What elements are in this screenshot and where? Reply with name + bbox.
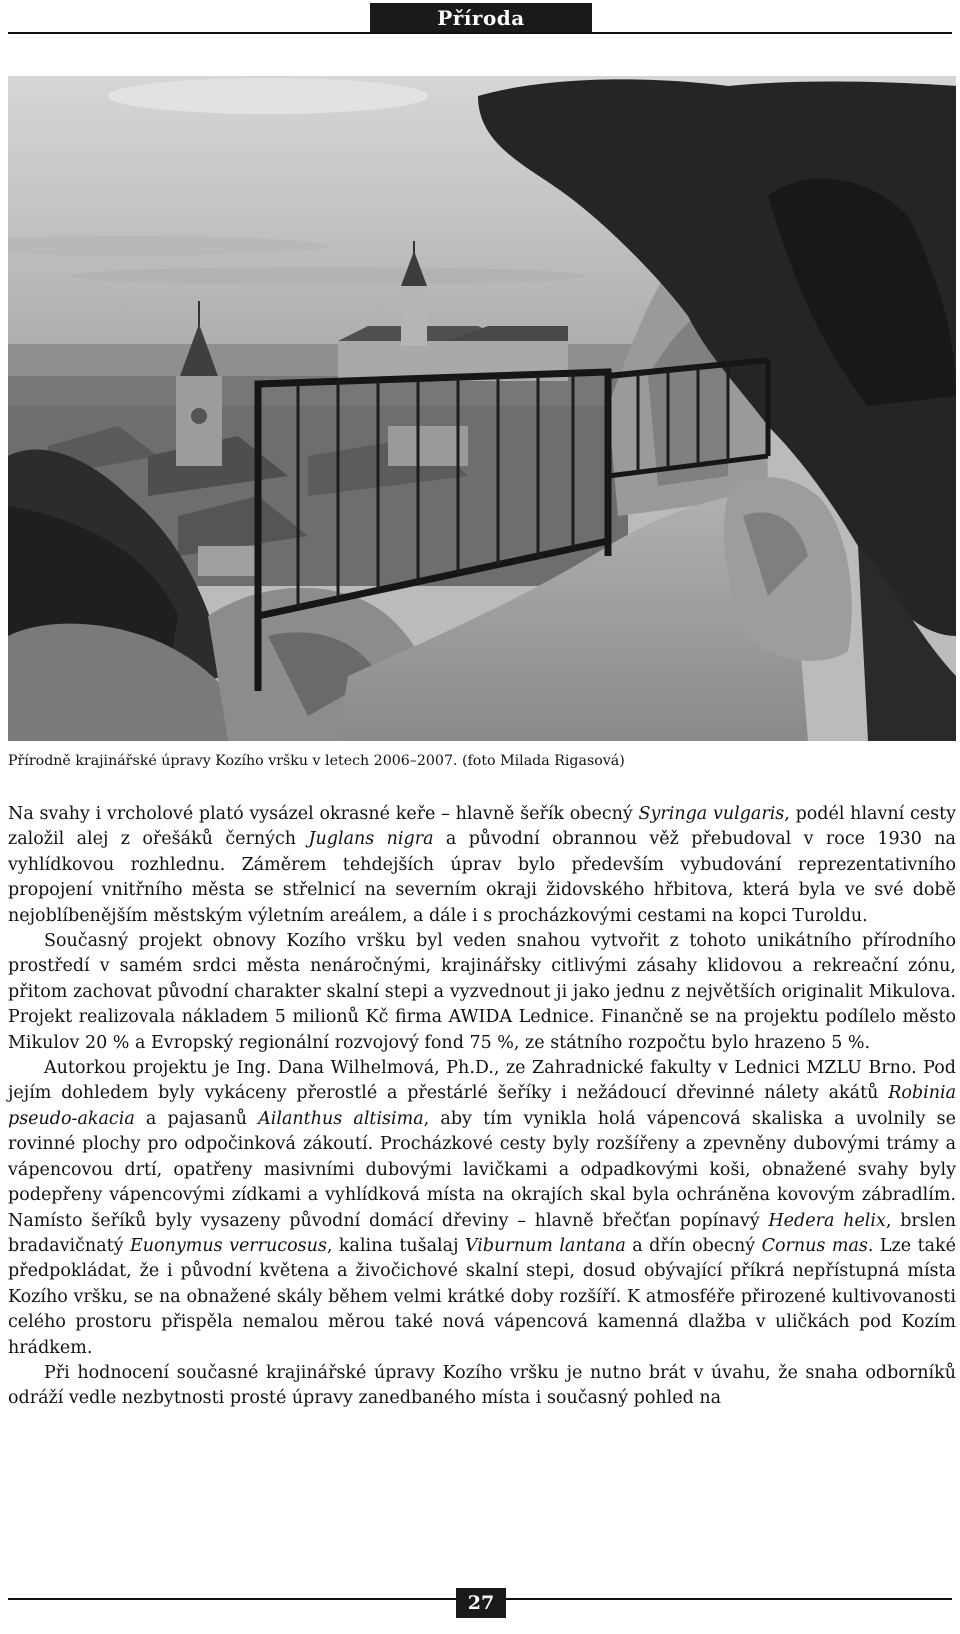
text-run: Na svahy i vrcholové plató vysázel okrasné keře – hlavně šeřík obecný	[8, 804, 639, 824]
text-run: a dřín obecný	[625, 1235, 762, 1256]
text-run: , kalina tušalaj	[326, 1235, 465, 1256]
latin-name: Hedera helix	[768, 1210, 886, 1231]
article-paragraph	[8, 1056, 956, 1361]
text-run: Autorkou projektu je Ing. Dana Wilhelmová, Ph.D., ze Zahradnické fakulty v Lednici MZLU Brno. Pod jejím dohledem byly vykáceny přerostlé a přestárlé šeříky i nežádoucí dřevinné nálety akátů	[8, 1058, 956, 1104]
page-number: 27	[456, 1588, 506, 1618]
article-paragraph	[8, 802, 956, 929]
article-body	[8, 802, 956, 1412]
latin-name: Ailanthus altisima	[258, 1108, 424, 1129]
text-run: Současný projekt obnovy Kozího vršku byl veden snahou vytvořit z tohoto unikátního přírodního prostředí v samém srdci města nenáročnými, krajinářsky citlivými zásahy klidovou a rekreační zónu, přitom zachovat původní charakter skalní stepi a vyzvednout ji jako jednu z největších originalit Mikulova. Projekt realizovala nákladem 5 milionů Kč firma AWIDA Lednice. Finančně se na projektu podílelo město Mikulov 20 % a Evropský regionální rozvojový fond 75 %, ze státního rozpočtu bylo hrazeno 5 %.	[8, 931, 956, 1053]
text-run: , podél hlavní cesty založil alej z ořešáků černých	[8, 804, 957, 850]
text-run: , aby tím vynikla holá vápencová skaliska a uvolnily se rovinné plochy pro odpočinková zákoutí. Procházkové cesty byly rozšířeny a zpevněny dubovými trámy a vápencovou drtí, opatřeny masivními dubovými lavičkami a odpadkovými koši, obnažené svahy byly podepřeny vápencovými zídkami a vyhlídková místa na okrajích skal byla ochráněna kovovým zábradlím. Namísto šeříků byly vysazeny původní domácí dřeviny – hlavně břečťan popínavý	[8, 1108, 957, 1231]
section-label: Příroda	[370, 3, 592, 34]
latin-name: Cornus mas	[761, 1235, 868, 1256]
text-run: Při hodnocení současné krajinářské úpravy Kozího vršku je nutno brát v úvahu, že snaha odborníků odráží vedle nezbytnosti prosté úpravy zanedbaného místa i současný pohled na	[8, 1362, 956, 1409]
latin-name: Juglans nigra	[308, 829, 434, 850]
text-run: a pajasanů	[134, 1108, 259, 1129]
latin-name: Euonymus verrucosus	[130, 1235, 327, 1256]
header-rule	[8, 32, 952, 34]
latin-name: Robinia pseudo-akacia	[8, 1083, 956, 1129]
text-run: . Lze také předpokládat, že i původní květena a živočichové skalní stepi, dosud obývající příkrá nepřístupná místa Kozího vršku, se na obnažené skály během velmi krátké doby rozšíří. K atmosféře přirozené kultivovanosti celého prostoru přispěla nemalou měrou také nová vápencová kamenná dlažba v uličkách pod Kozím hrádkem.	[8, 1235, 957, 1358]
photo-caption: Přírodně krajinářské úpravy Kozího vršku v letech 2006–2007. (foto Milada Rigasová)	[8, 753, 625, 769]
text-run: a původní obrannou věž přebudoval v roce 1930 na vyhlídkovou rozhlednu. Záměrem tehdejších úprav bylo především vybudování reprezentativního propojení vnitřního města se střelnicí na severním okraji židovského hřbitova, která byla ve své době nejoblíbenějším městským výletním areálem, a dále i s procházkovými cestami na kopci Turoldu.	[8, 829, 956, 926]
article-paragraph	[8, 1361, 956, 1412]
latin-name: Viburnum lantana	[464, 1235, 626, 1256]
latin-name: Syringa vulgaris	[638, 804, 785, 824]
article-paragraph	[8, 929, 956, 1056]
text-run: , brslen bradavičnatý	[8, 1210, 956, 1256]
photo-kozi-vrsek-lookout	[8, 76, 956, 741]
